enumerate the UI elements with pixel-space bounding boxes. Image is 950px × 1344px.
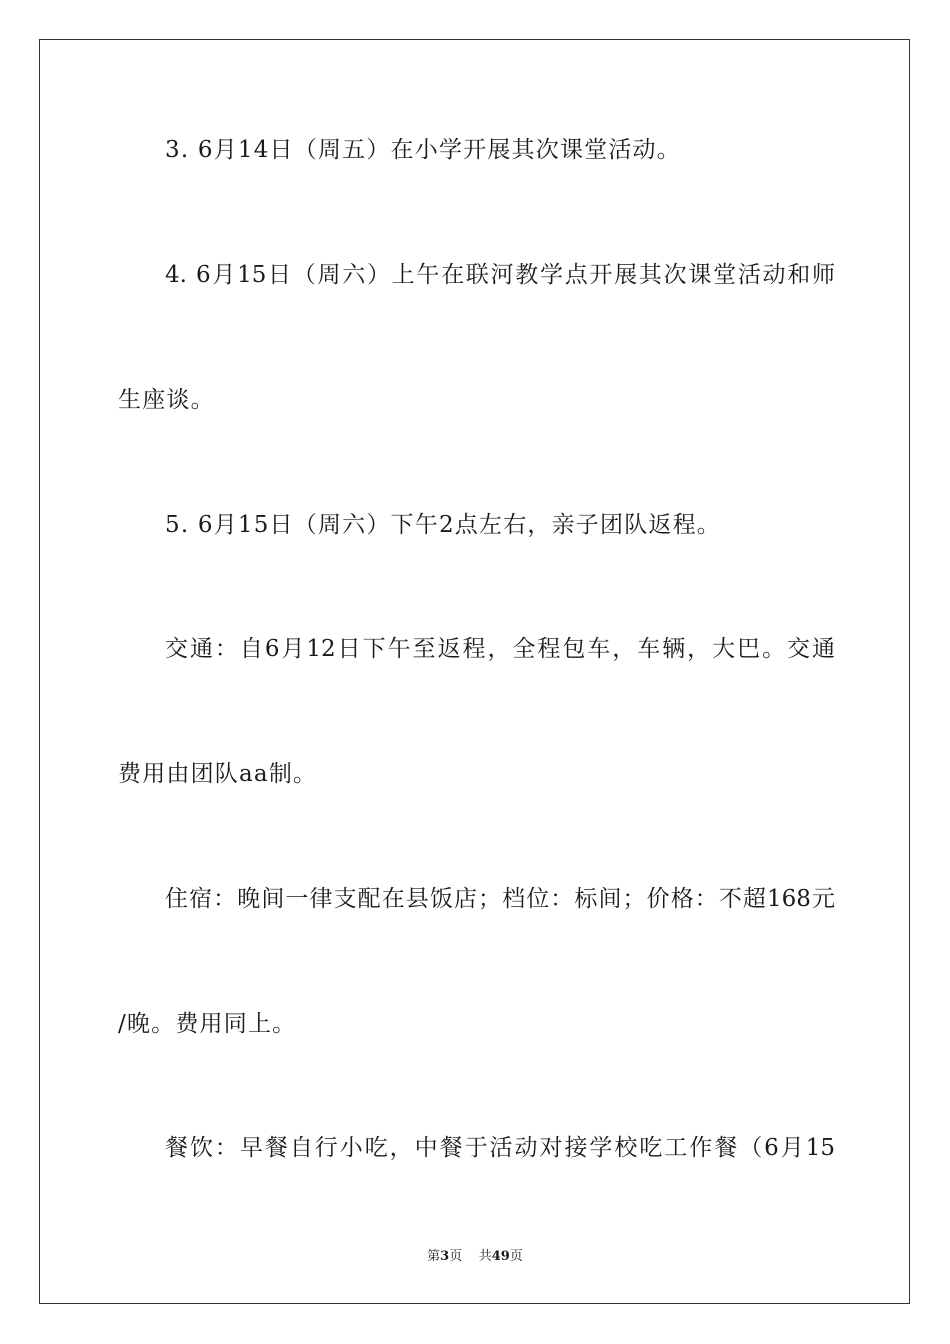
paragraph-transport-line-1: 交通：自6月12日下午至返程，全程包车，车辆，大巴。交通 xyxy=(165,636,835,662)
footer-total-suffix: 页 xyxy=(509,1249,523,1264)
page-footer xyxy=(0,1248,950,1266)
paragraph-item-3: 3. 6月14日（周五）在小学开展其次课堂活动。 xyxy=(165,137,681,163)
paragraph-transport-line-2: 费用由团队aa制。 xyxy=(118,761,318,787)
footer-page-prefix: 第 xyxy=(427,1249,441,1264)
paragraph-item-4-line-2: 生座谈。 xyxy=(118,387,215,413)
paragraph-lodging-line-1: 住宿：晚间一律支配在县饭店；档位：标间；价格：不超168元 xyxy=(165,886,835,912)
footer-total-prefix: 共 xyxy=(478,1249,492,1264)
footer-page-suffix: 页 xyxy=(449,1249,463,1264)
paragraph-dining-line-1: 餐饮：早餐自行小吃，中餐于活动对接学校吃工作餐（6月15 xyxy=(165,1135,835,1161)
footer-page-number: 3 xyxy=(440,1249,450,1264)
paragraph-item-4-line-1: 4. 6月15日（周六）上午在联河教学点开展其次课堂活动和师 xyxy=(165,262,835,288)
paragraph-lodging-line-2: /晚。费用同上。 xyxy=(118,1011,297,1037)
paragraph-item-5: 5. 6月15日（周六）下午2点左右，亲子团队返程。 xyxy=(165,512,721,538)
footer-total-pages: 49 xyxy=(491,1249,510,1264)
page-border xyxy=(39,39,910,1304)
